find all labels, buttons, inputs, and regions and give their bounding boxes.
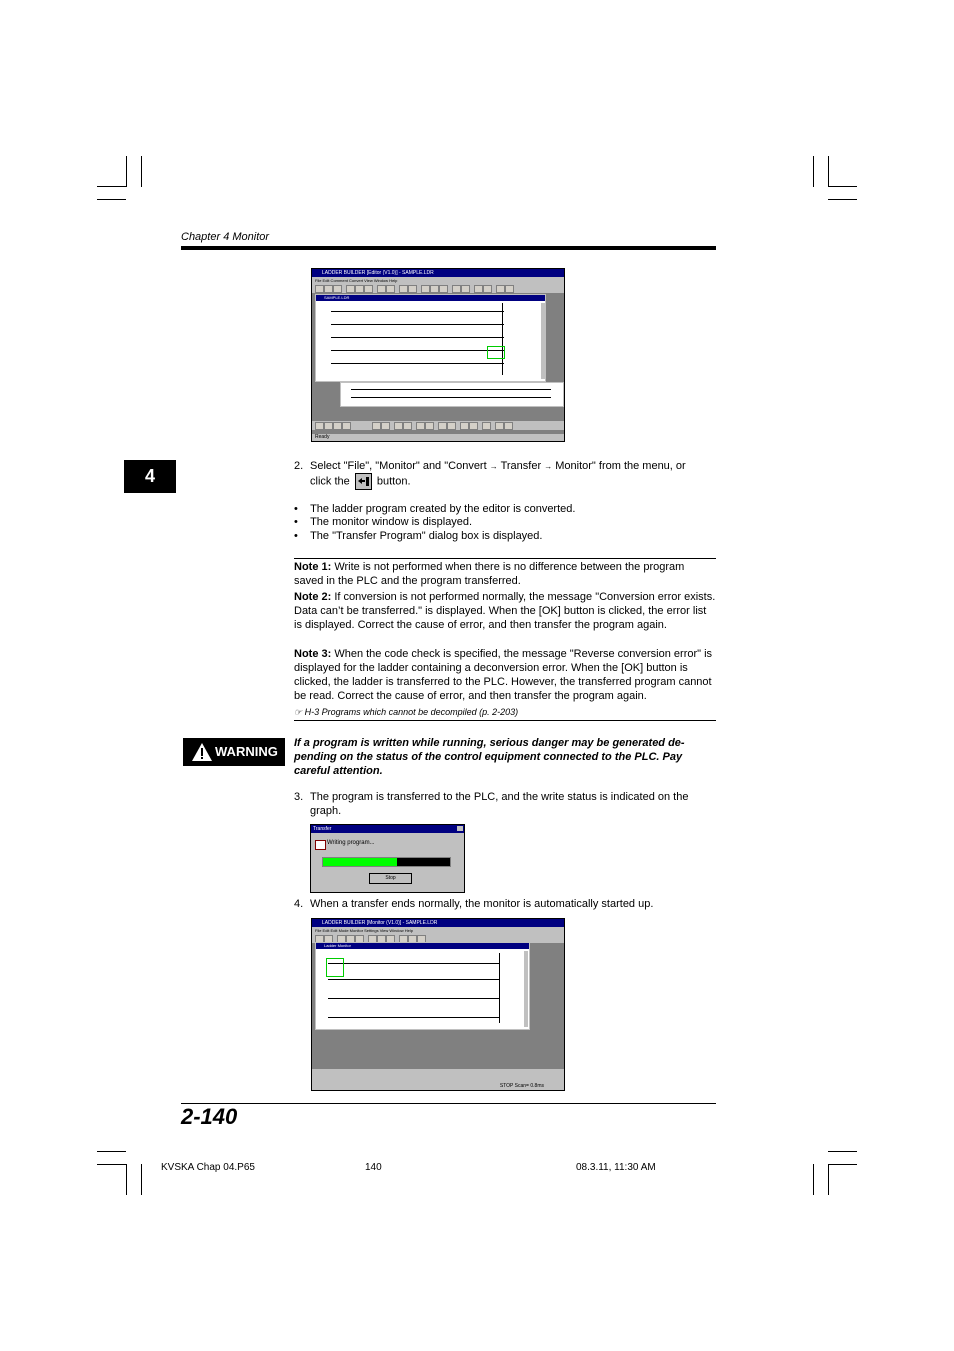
progress-fill [323,858,397,866]
note-2: Note 2: If conversion is not performed normally, the message "Conversion error exists. Data can’t be transferred." is displayed. When the [OK] button is clicked, the error list is displayed. Correct the cause of error, and then transfer the program again. [294,591,716,631]
stop-button[interactable]: Stop [369,873,412,884]
warning-text: If a program is written while running, serious danger may be generated de-pending on the status of the control equipment connected to the PLC. Pay careful attention. [294,737,685,777]
crop-mark [828,186,857,187]
menu-bar: File Edit Edit Mode Monitor Settings View Window Help [312,927,564,934]
crop-mark [828,1164,829,1195]
dialog-title: Transfer [311,825,464,833]
menu-bar: File Edit Comment Convert View Window Help [312,277,564,284]
crop-mark [828,199,857,200]
bottom-toolbar [312,421,564,431]
step-3-text: The program is transferred to the PLC, and the write status is indicated on the graph. [310,791,689,817]
header-rule [181,246,716,250]
step-3-number: 3. [294,791,304,803]
status-bar: STOP Scan= 0.8ms [312,1083,564,1090]
progress-bar [322,857,451,867]
reference-icon: ☞ [294,707,305,717]
note-3: Note 3: When the code check is specified, the message "Reverse conversion error" is displayed for the ladder containing a deconversion error. When the [OK] button is clicked, the ladder is transferred to the PLC. However, the transferred program cannot be read. Correct the cause of error, and then transfer the program again. [294,648,713,702]
crop-mark [813,156,814,187]
crop-mark [141,1164,142,1195]
crop-mark [141,156,142,187]
chapter-header: Chapter 4 Monitor [181,231,270,243]
toolbar [312,284,564,294]
close-icon[interactable] [457,826,463,831]
crop-mark [813,1164,814,1195]
step-2-text: Select "File", "Monitor" and "Convert → Transfer → Monitor" from the menu, or [310,460,686,472]
window-title: LADDER BUILDER [Editor (V1.0)] - SAMPLE.LDR [312,269,564,277]
status-bar: Ready [312,434,564,441]
page-number: 2-140 [181,1104,238,1129]
crop-mark [828,1164,857,1165]
footer-file: KVSKA Chap 04.P65 [161,1162,255,1173]
bullet-list [294,502,575,543]
comment-window [340,382,564,407]
step-4-number: 4. [294,898,304,910]
crop-mark [97,186,126,187]
warning-icon [191,742,213,762]
note-1: Note 1: Write is not performed when there is no difference between the program saved in the PLC and the program transferred. [294,561,685,587]
transfer-dialog [310,824,465,893]
arrow-icon: → [544,462,553,471]
list-item: • The monitor window is displayed. [294,516,473,528]
ladder-monitor-window [315,942,530,1030]
dialog-message: Writing program... [327,840,375,846]
writing-icon [315,840,326,850]
crop-mark [126,156,127,187]
child-title: Ladder Monitor [316,943,529,949]
editor-screenshot [311,268,565,442]
register-panel [312,1068,564,1083]
list-item: • The "Transfer Program" dialog box is displayed. [294,530,543,542]
footer-date: 08.3.11, 11:30 AM [576,1162,656,1173]
step-2-text-line2: click the button. [310,473,411,490]
note-top-rule [294,558,716,559]
monitor-screenshot [311,918,565,1091]
crop-mark [828,1151,857,1152]
step-4-text: When a transfer ends normally, the monitor is automatically started up. [310,898,654,910]
footer-rule [181,1103,716,1104]
crop-mark [97,199,126,200]
step-2-number: 2. [294,460,304,472]
window-title: LADDER BUILDER [Monitor (V1.0)] - SAMPLE.LDR [312,919,564,927]
warning-badge: WARNING [183,738,285,766]
reference-line: ☞ H-3 Programs which cannot be decompiled (p. 2-203) [294,707,519,717]
crop-mark [97,1164,126,1165]
transfer-monitor-icon [355,473,372,490]
footer-page: 140 [365,1162,382,1173]
child-title: SAMPLE.LDR [316,295,545,301]
ladder-window [315,294,546,382]
crop-mark [97,1151,126,1152]
arrow-icon: → [489,462,498,471]
chapter-tab: 4 [124,460,176,493]
list-item: • The ladder program created by the editor is converted. [294,503,576,515]
note-bottom-rule [294,720,716,721]
crop-mark [126,1164,127,1195]
crop-mark [828,156,829,187]
